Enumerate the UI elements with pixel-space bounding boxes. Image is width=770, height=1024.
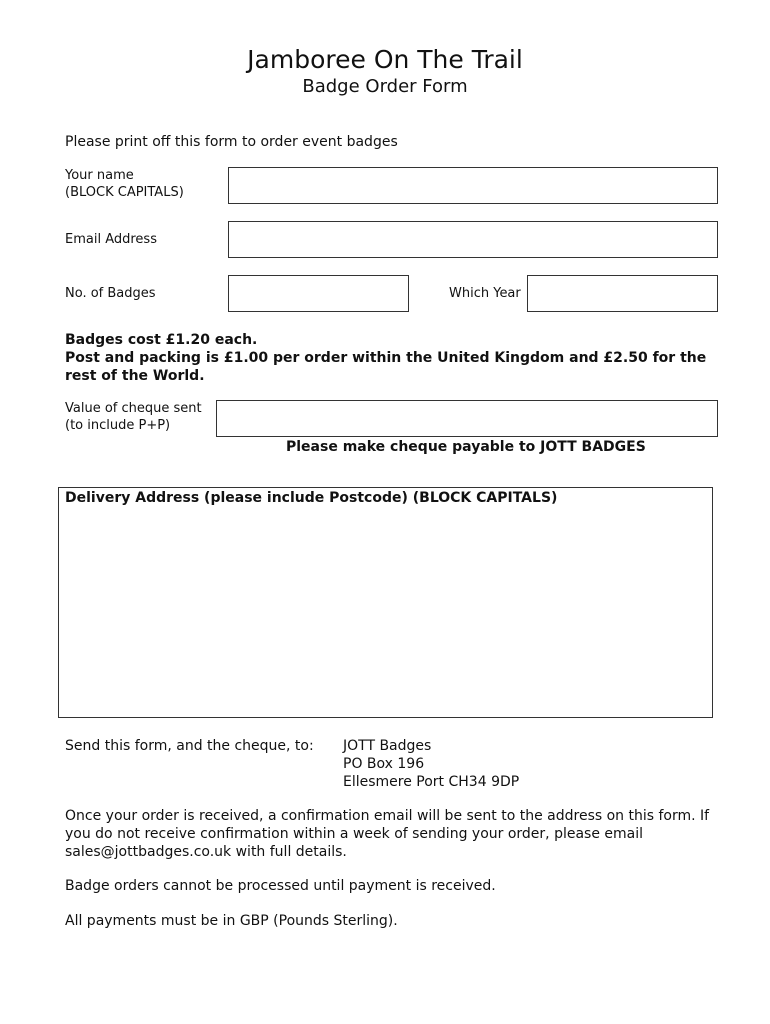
badges-label: No. of Badges <box>65 286 156 301</box>
send-to-label: Send this form, and the cheque, to: <box>65 738 314 754</box>
delivery-address-field[interactable] <box>65 512 709 712</box>
delivery-address-box <box>58 487 713 718</box>
cheque-label-line2: (to include P+P) <box>65 417 171 433</box>
page-title: Jamboree On The Trail <box>247 45 523 74</box>
confirmation-line3: sales@jottbadges.co.uk with full details. <box>65 844 347 860</box>
badges-quantity-field[interactable] <box>228 275 409 312</box>
cheque-label <box>65 401 202 434</box>
delivery-address-label: Delivery Address (please include Postcode) (BLOCK CAPITALS) <box>65 490 558 506</box>
cheque-label-line1: Value of cheque sent <box>65 401 202 416</box>
pricing-line3: rest of the World. <box>65 368 205 384</box>
confirmation-note <box>65 807 715 861</box>
payment-required-note: Badge orders cannot be processed until payment is received. <box>65 878 496 894</box>
cheque-value-field[interactable] <box>216 400 718 437</box>
email-label: Email Address <box>65 232 157 247</box>
confirmation-line1: Once your order is received, a confirmation email will be sent to the address on this form. If <box>65 808 710 824</box>
name-field[interactable] <box>228 167 718 204</box>
name-label-line1: Your name <box>65 168 134 183</box>
name-label <box>65 168 184 201</box>
intro-text: Please print off this form to order event badges <box>65 134 398 150</box>
mailing-address-line1: JOTT Badges <box>343 738 432 754</box>
mailing-address <box>343 737 519 791</box>
pricing-line2: Post and packing is £1.00 per order within the United Kingdom and £2.50 for the <box>65 350 707 366</box>
year-field[interactable] <box>527 275 718 312</box>
pricing-line1: Badges cost £1.20 each. <box>65 332 258 348</box>
name-label-line2: (BLOCK CAPITALS) <box>65 184 184 200</box>
email-field[interactable] <box>228 221 718 258</box>
confirmation-line2: you do not receive confirmation within a week of sending your order, please email <box>65 826 643 842</box>
year-label: Which Year <box>449 286 521 301</box>
page-subtitle: Badge Order Form <box>302 76 468 97</box>
currency-note: All payments must be in GBP (Pounds Sterling). <box>65 913 398 929</box>
pricing-info <box>65 331 706 385</box>
mailing-address-line2: PO Box 196 <box>343 756 425 772</box>
mailing-address-line3: Ellesmere Port CH34 9DP <box>343 774 520 790</box>
cheque-payable-note: Please make cheque payable to JOTT BADGES <box>286 439 646 455</box>
